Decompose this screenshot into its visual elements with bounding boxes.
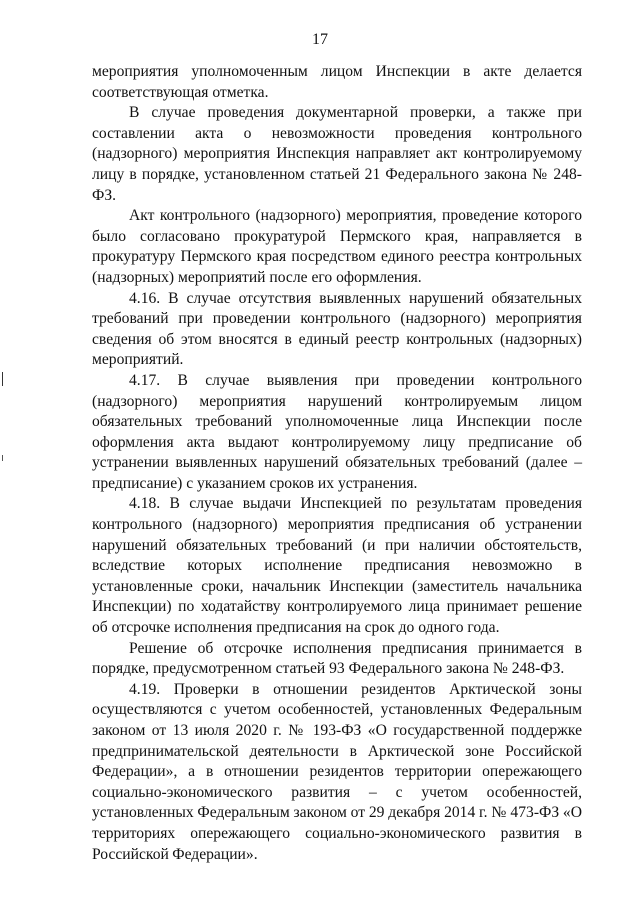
document-body: [92, 62, 582, 865]
paragraph-4-16: 4.16. В случае отсутствия выявленных нарушений обязательных требований при проведении контрольного (надзорного) мероприятия сведения об этом вносятся в единый реестр контрольных (надзорных) мероприятий.: [92, 289, 582, 369]
paragraph-4-18: 4.18. В случае выдачи Инспекцией по результатам проведения контрольного (надзорного) мероприятия предписания об устранении нарушений обязательных требований (и при наличии обстоятельств, вследствие которых исполнение предписания невозможно в установленные сроки, начальник Инспекции (заместитель начальника Инспекции) по ходатайству контролируемого лица принимает решение об отсрочке исполнения предписания на срок до одного года.: [92, 495, 582, 637]
scan-edge-mark-small: [2, 455, 3, 461]
paragraph-prosecutor-act: Акт контрольного (надзорного) мероприятия, проведение которого было согласовано прокуратурой Пермского края, направляется в прокуратуру Пермского края посредством единого реестра контрольных (надзорных) мероприятий после его оформления.: [92, 207, 582, 286]
page-number: 17: [312, 31, 328, 48]
paragraph-4-19: 4.19. Проверки в отношении резидентов Арктической зоны осуществляются с учетом особенностей, установленных Федеральным законом от 13 июля 2020 г. № 193-ФЗ «О государственной поддержке предпринимательской деятельности в Арктической зоне Российской Федерации», а в отношении резидентов территории опережающего социально-экономического развития – с учетом особенностей, установленных Федеральным законом от 29 декабря 2014 г. № 473-ФЗ «О территориях опережающего социально-экономического развития в Российской Федерации».: [92, 680, 582, 863]
paragraph-act-note: мероприятия уполномоченным лицом Инспекции в акте делается соответствующая отметка.: [92, 63, 582, 101]
paragraph-deferral-decision: Решение об отсрочке исполнения предписания принимается в порядке, предусмотренном статьей 93 Федерального закона № 248-ФЗ.: [92, 639, 582, 678]
paragraph-4-17: 4.17. В случае выявления при проведении контрольного (надзорного) мероприятия нарушений контролируемым лицом обязательных требований уполномоченные лица Инспекции после оформления акта выдают контролируемому лицу предписание об устранении выявленных нарушений обязательных требований (далее – предписание) с указанием сроков их устранения.: [92, 371, 582, 492]
scan-edge-mark: [2, 372, 3, 386]
paragraph-documentary-check: В случае проведения документарной проверки, а также при составлении акта о невозможности проведения контрольного (надзорного) мероприятия Инспекция направляет акт контролируемому лицу в порядке, установленном статьей 21 Федерального закона № 248-ФЗ.: [92, 104, 582, 204]
